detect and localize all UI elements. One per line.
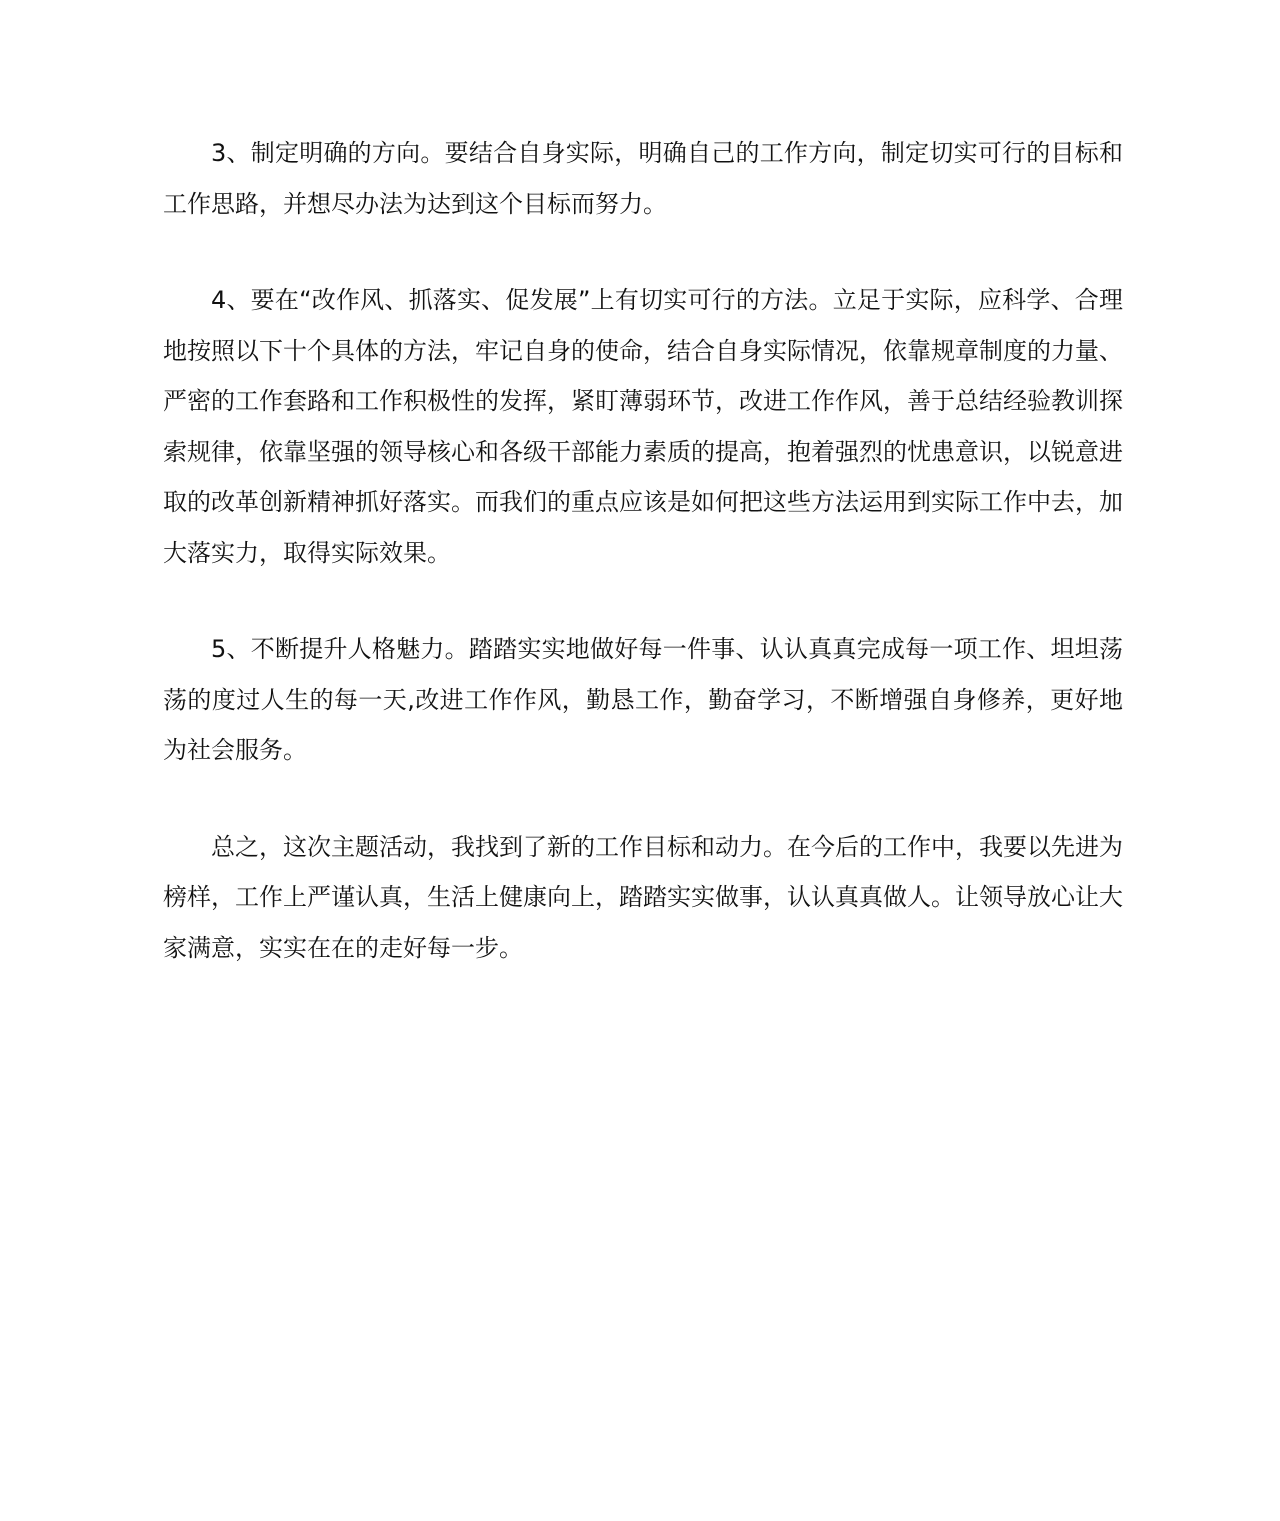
document-body	[163, 128, 1123, 1019]
paragraph-5-personal-charm: 5、不断提升人格魅力。踏踏实实地做好每一件事、认认真真完成每一项工作、坦坦荡荡的度过人生的每一天,改进工作作风，勤恳工作，勤奋学习，不断增强自身修养，更好地为社会服务。	[163, 635, 1123, 764]
paragraph-3-direction: 3、制定明确的方向。要结合自身实际，明确自己的工作方向，制定切实可行的目标和工作思路，并想尽办法为达到这个目标而努力。	[163, 139, 1123, 218]
paragraph-conclusion: 总之，这次主题活动，我找到了新的工作目标和动力。在今后的工作中，我要以先进为榜样，工作上严谨认真，生活上健康向上，踏踏实实做事，认认真真做人。让领导放心让大家满意，实实在在的走好每一步。	[163, 832, 1123, 962]
paragraph-4-methods: 4、要在“改作风、抓落实、促发展”上有切实可行的方法。立足于实际，应科学、合理地按照以下十个具体的方法，牢记自身的使命，结合自身实际情况，依靠规章制度的力量、严密的工作套路和工作积极性的发挥，紧盯薄弱环节，改进工作作风，善于总结经验教训探索规律，依靠坚强的领导核心和各级干部能力素质的提高，抱着强烈的忧患意识，以锐意进取的改革创新精神抓好落实。而我们的重点应该是如何把这些方法运用到实际工作中去，加大落实力，取得实际效果。	[163, 286, 1123, 567]
